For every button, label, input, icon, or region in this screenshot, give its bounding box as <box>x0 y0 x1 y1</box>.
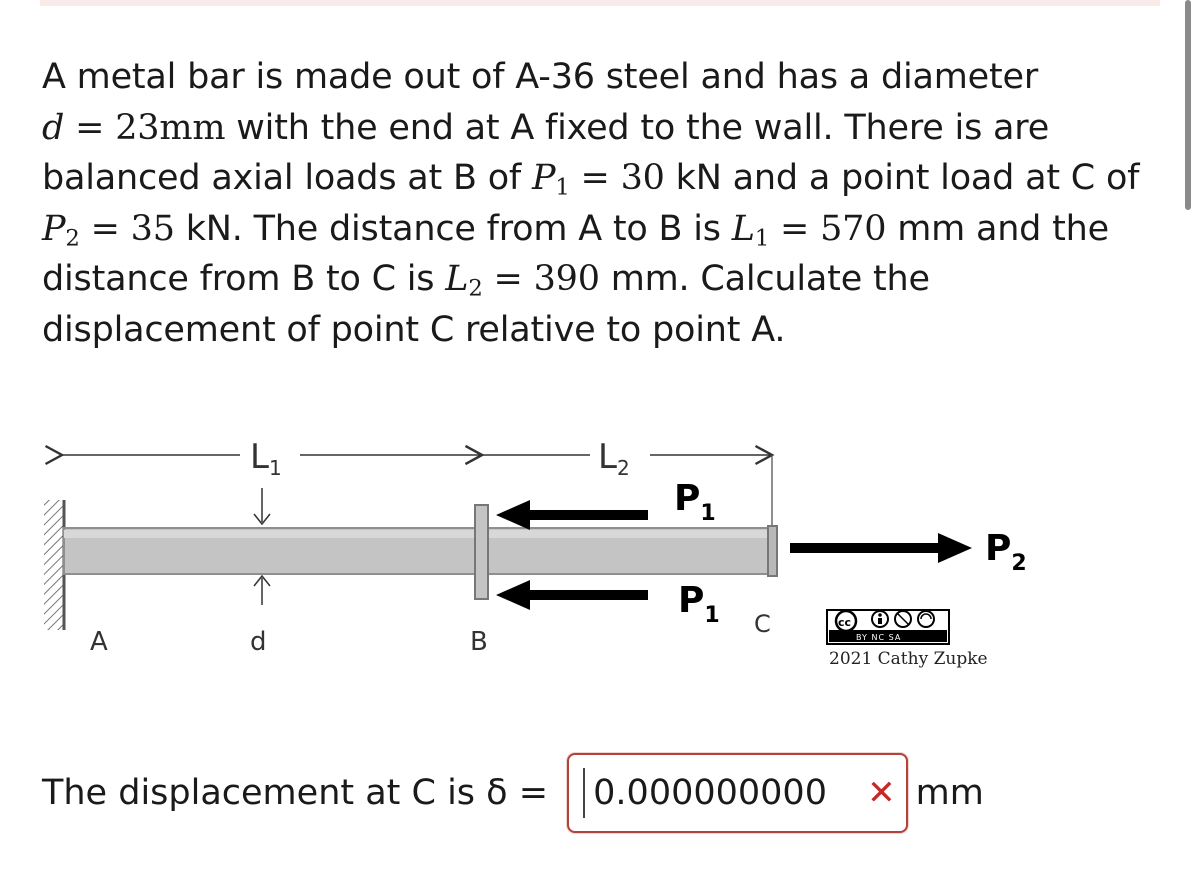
equals-sign: = <box>769 208 821 249</box>
problem-text-point-load: kN and a point load at C of <box>664 158 1140 198</box>
wall-icon <box>44 500 64 630</box>
scrollbar-thumb[interactable] <box>1185 0 1191 210</box>
l1-variable: L <box>731 208 755 249</box>
equals-sign: = <box>79 208 131 249</box>
label-b: B <box>470 627 488 657</box>
l2-subscript: 2 <box>468 275 483 302</box>
answer-label: The displacement at C is δ = <box>42 772 560 813</box>
label-a: A <box>90 627 108 657</box>
answer-row <box>42 750 984 835</box>
label-d: d <box>250 627 267 657</box>
top-strip <box>40 0 1160 6</box>
load-arrow-p2 <box>790 533 972 563</box>
p2-variable: P <box>42 208 66 249</box>
problem-text-intro: A metal bar is made out of A-36 steel and has a diameter <box>42 57 1039 97</box>
label-c: C <box>754 610 771 638</box>
l2-unit: mm <box>599 259 679 299</box>
problem-text-loads: with the end at A fixed to the wall. There is are balanced axial loads at B of <box>42 107 1050 198</box>
l1-value: 570 <box>820 208 887 249</box>
equals-sign: = <box>482 259 534 299</box>
p2-subscript: 2 <box>65 225 80 252</box>
l2-equation <box>445 259 600 302</box>
bar-diagram-svg <box>0 400 1200 700</box>
p2-value: 35 <box>130 208 175 249</box>
load-arrow-p1-top <box>496 500 648 530</box>
l1-equation <box>731 208 887 252</box>
flange-b <box>475 505 488 599</box>
problem-text-distance-bc: and the distance from B to C is <box>42 208 1109 299</box>
d-value: 23mm <box>115 107 226 148</box>
p2-equation <box>42 208 175 252</box>
label-l1: $L_1$ <box>250 437 282 480</box>
load-arrow-p1-bottom <box>496 580 648 610</box>
equals-sign: = <box>64 107 116 148</box>
unit-label: mm <box>915 772 984 813</box>
answer-box <box>567 753 908 833</box>
bar <box>64 528 774 574</box>
label-p1-top: $P_1$ <box>674 478 716 526</box>
p1-equation <box>531 158 665 201</box>
p1-subscript: 1 <box>555 174 570 201</box>
bar-diagram <box>0 400 1200 700</box>
credit-text: 2021 Cathy Zupke <box>829 649 988 669</box>
d-variable: d <box>42 107 65 148</box>
problem-text-distance-ab: kN. The distance from A to B is <box>174 208 732 249</box>
d-equation <box>42 108 225 148</box>
label-p1-bottom: $P_1$ <box>678 580 720 628</box>
svg-text:BY NC SA: BY NC SA <box>856 633 902 642</box>
displacement-input[interactable] <box>583 768 865 818</box>
l2-value: 390 <box>533 259 600 299</box>
dimension-l1 <box>62 437 482 480</box>
problem-statement <box>42 52 1162 355</box>
cc-license-badge-icon <box>827 610 949 644</box>
label-l2: $L_2$ <box>598 437 630 480</box>
l1-subscript: 1 <box>754 225 770 252</box>
x-icon: ✕ <box>867 772 896 813</box>
label-p2: $P_2$ <box>985 528 1027 576</box>
problem-text-question: . Calculate the displacement of point C relative to point A. <box>42 259 930 350</box>
svg-text:cc: cc <box>838 616 852 629</box>
p1-variable: P <box>531 158 556 198</box>
equals-sign: = <box>569 158 621 198</box>
p1-value: 30 <box>620 158 665 198</box>
l2-variable: L <box>445 259 469 299</box>
end-cap-c <box>768 526 777 576</box>
dimension-l2 <box>482 437 772 480</box>
l1-unit: mm <box>886 208 966 249</box>
